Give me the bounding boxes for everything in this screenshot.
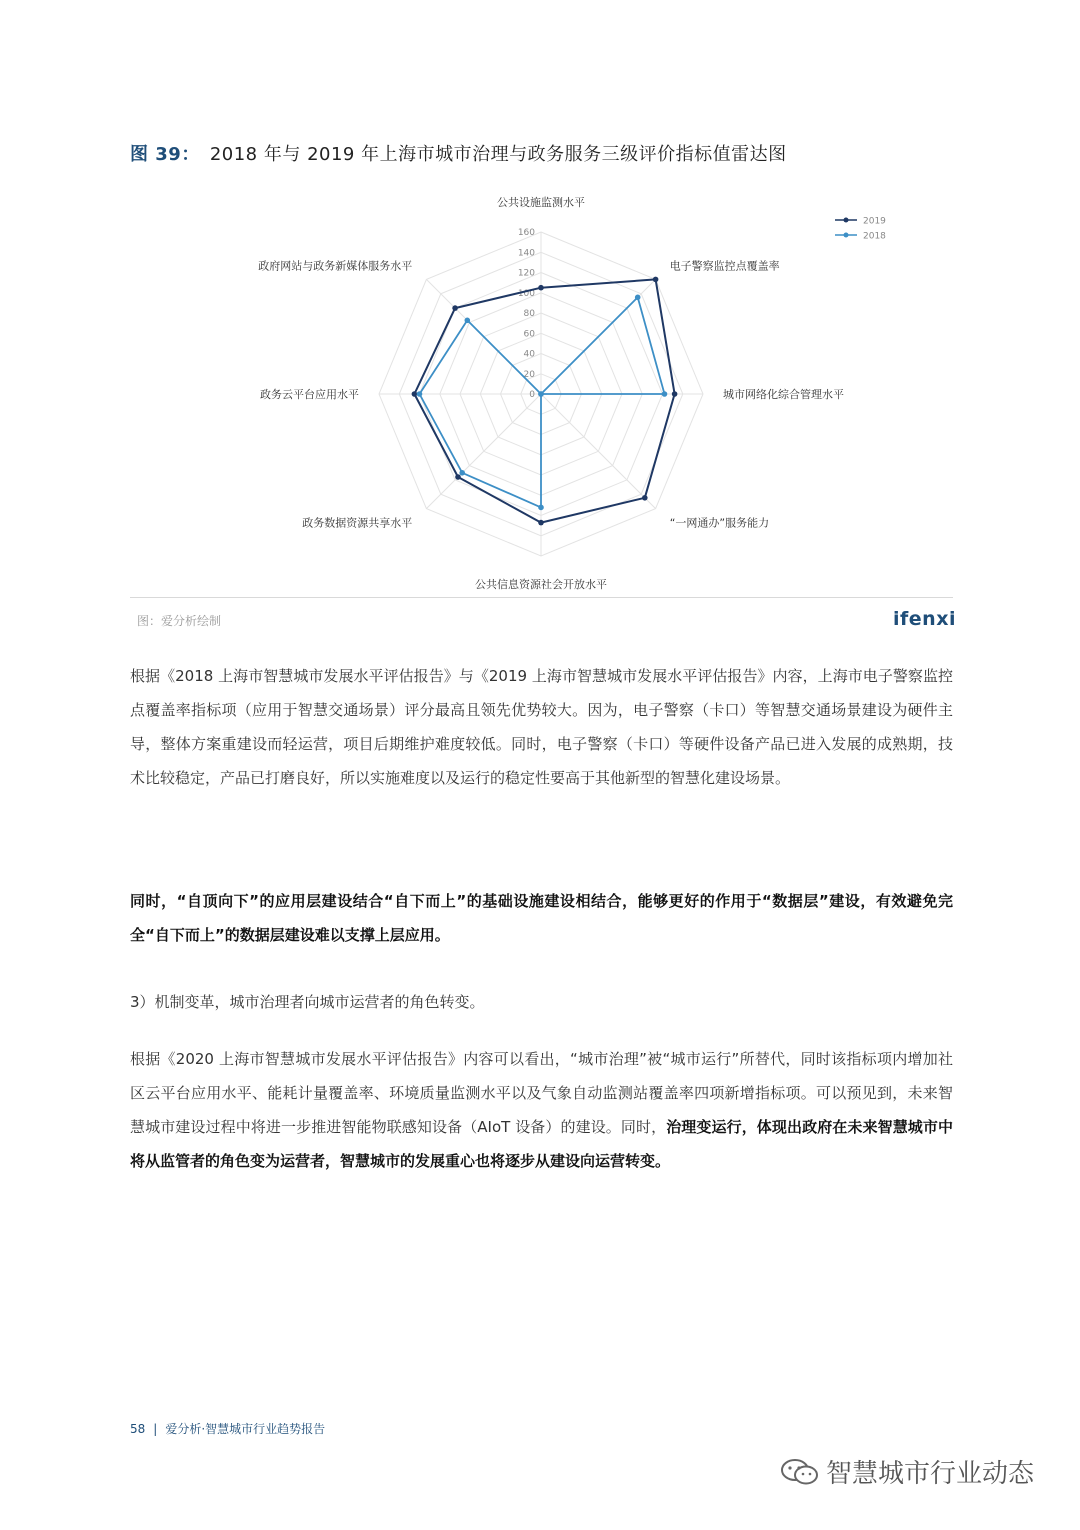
radar-tick-label: 140: [517, 248, 535, 259]
radar-point-2019: [538, 285, 544, 291]
radar-point-2019: [538, 520, 544, 526]
radar-tick-label: 160: [517, 228, 535, 238]
figure-title-text: 2018 年与 2019 年上海市城市治理与政务服务三级评价指标值雷达图: [209, 144, 787, 165]
radar-point-2018: [459, 470, 465, 476]
page-footer: [130, 1420, 325, 1437]
radar-axis-label: 政务云平台应用水平: [260, 388, 359, 401]
figure-source: 图：爱分析绘制: [137, 614, 222, 628]
radar-axis-label: 政务数据资源共享水平: [302, 516, 413, 530]
radar-point-2018: [417, 391, 423, 397]
wechat-watermark: [780, 1453, 1034, 1490]
radar-series-2019: [414, 279, 674, 522]
legend-label-2019: 2019: [863, 216, 886, 227]
wechat-icon: [780, 1457, 820, 1487]
paragraph-1: 根据《2018 上海市智慧城市发展水平评估报告》与《2019 上海市智慧城市发展水平评估报告》内容，上海市电子警察监控点覆盖率指标项（应用于智慧交通场景）评分最高且领先优势较大。因为，电子警察（卡口）等智慧交通场景建设为硬件主导，整体方案重建设而轻运营，项目后期维护难度较低。同时，电子警察（卡口）等硬件设备产品已进入发展的成熟期，技术比较稳定，产品已打磨良好，所以实施难度以及运行的稳定性要高于其他新型的智慧化建设场景。: [130, 667, 953, 787]
radar-tick-label: 0: [529, 390, 535, 400]
radar-point-2019: [452, 305, 458, 311]
paragraph-3: 3）机制变革，城市治理者向城市运营者的角色转变。: [130, 993, 485, 1011]
ifenxi-logo: ifenxi: [893, 608, 956, 630]
paragraph-2: 同时，“自顶向下”的应用层建设结合“自下而上”的基础设施建设相结合，能够更好的作用于“数据层”建设，有效避免完全“自下而上”的数据层建设难以支撑上层应用。: [130, 892, 953, 944]
radar-axis-label: 公共设施监测水平: [497, 196, 585, 209]
radar-chart: [130, 190, 953, 595]
radar-tick-label: 120: [517, 268, 535, 279]
radar-tick-label: 60: [523, 329, 535, 340]
watermark-text: 智慧城市行业动态: [826, 1459, 1035, 1489]
radar-point-2019: [653, 277, 659, 283]
radar-point-2019: [455, 474, 461, 480]
radar-point-2018: [465, 318, 471, 324]
radar-tick-label: 80: [523, 309, 535, 319]
radar-tick-label: 40: [523, 349, 535, 360]
radar-point-2018: [538, 391, 544, 397]
radar-point-2019: [672, 391, 678, 397]
page-number: 58: [130, 1422, 146, 1436]
legend-label-2018: 2018: [863, 231, 886, 242]
figure-number: 图 39：: [130, 144, 200, 165]
radar-point-2018: [635, 295, 641, 301]
footer-title: 爱分析·智慧城市行业趋势报告: [165, 1422, 326, 1436]
paragraph-4-bold: 治理变运行，体现出政府在未来智慧城市中将从监管者的角色变为运营者，智慧城市的发展重心也将逐步从建设向运营转变。: [130, 1118, 954, 1170]
figure-divider: [130, 597, 953, 598]
paragraph-4-normal: 根据《2020 上海市智慧城市发展水平评估报告》内容可以看出，“城市治理”被“城市运行”所替代，同时该指标项内增加社区云平台应用水平、能耗计量覆盖率、环境质量监测水平以及气象自动监测站覆盖率四项新增指标项。可以预见到，未来智慧城市建设过程中将进一步推进智能物联感知设备（AIoT 设备）的建设。同时，: [130, 1050, 953, 1136]
radar-axis-label: 电子警察监控点覆盖率: [669, 259, 780, 273]
radar-axis-label: 城市网络化综合管理水平: [723, 388, 844, 401]
radar-point-2018: [662, 391, 668, 397]
radar-tick-label: 100: [517, 288, 535, 299]
radar-tick-label: 20: [523, 369, 535, 380]
figure-title: [130, 140, 787, 166]
radar-point-2019: [412, 391, 418, 397]
footer-separator: |: [153, 1422, 158, 1436]
radar-axis-label: 政府网站与政务新媒体服务水平: [258, 259, 413, 273]
paragraph-4: [130, 1042, 953, 1178]
legend-marker-2019: [844, 218, 849, 223]
radar-point-2018: [538, 505, 544, 511]
radar-axis-label: “一网通办”服务能力: [669, 516, 770, 530]
radar-point-2019: [642, 495, 648, 501]
radar-axis-label: 公共信息资源社会开放水平: [475, 578, 607, 591]
legend-marker-2018: [844, 233, 849, 238]
